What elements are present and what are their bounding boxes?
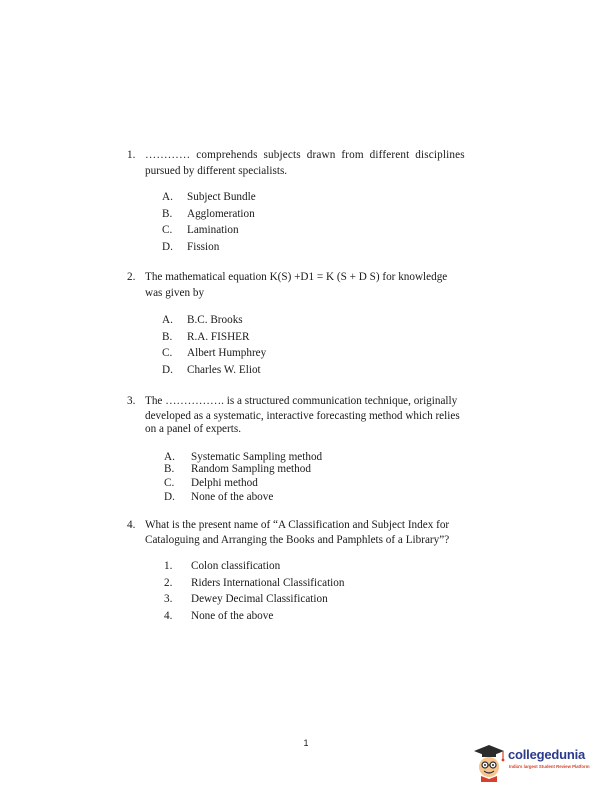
question-text-line: pursued by different specialists. <box>145 165 288 177</box>
option-text: Albert Humphrey <box>187 347 267 359</box>
option-text: Systematic Sampling method <box>191 451 323 463</box>
option-label: B. <box>164 463 175 475</box>
option-label: B. <box>162 208 173 220</box>
question-text-line: was given by <box>145 287 205 299</box>
option-text: Delphi method <box>191 477 258 489</box>
question-text-line: The mathematical equation K(S) +D1 = K (S + D S) for knowledge <box>145 271 448 283</box>
option-label: C. <box>162 224 173 236</box>
option-label: D. <box>162 241 173 253</box>
question-number: 1. <box>127 149 136 161</box>
option-text: None of the above <box>191 491 274 503</box>
question-text-line: on a panel of experts. <box>145 423 241 435</box>
option-label: C. <box>164 477 175 489</box>
option-label: 2. <box>164 577 173 589</box>
question-number: 3. <box>127 395 136 407</box>
question-text-line: developed as a systematic, interactive forecasting method which relies <box>145 410 460 422</box>
question-text-line: What is the present name of “A Classification and Subject Index for <box>145 519 450 531</box>
question-text-line: ………… comprehends subjects drawn from different disciplines <box>145 149 465 161</box>
option-text: Lamination <box>187 224 239 236</box>
question-number: 4. <box>127 519 136 531</box>
collegedunia-brand <box>466 742 606 782</box>
option-text: Dewey Decimal Classification <box>191 593 328 605</box>
option-label: A. <box>162 314 173 326</box>
option-label: D. <box>162 364 173 376</box>
question-text-line: The ……………. is a structured communication technique, originally <box>145 395 458 407</box>
option-text: Charles W. Eliot <box>187 364 261 376</box>
option-label: 4. <box>164 610 173 622</box>
option-label: A. <box>162 191 173 203</box>
question-number: 2. <box>127 271 136 283</box>
page-number: 1 <box>303 738 309 748</box>
option-text: Subject Bundle <box>187 191 256 203</box>
option-text: R.A. FISHER <box>187 331 250 343</box>
option-label: 1. <box>164 560 173 572</box>
option-text: Random Sampling method <box>191 463 311 475</box>
option-text: Riders International Classification <box>191 577 345 589</box>
brand-tagline: India's largest Student Review Platform <box>509 764 590 769</box>
option-label: C. <box>162 347 173 359</box>
option-label: A. <box>164 451 175 463</box>
option-text: Fission <box>187 241 220 253</box>
option-label: 3. <box>164 593 173 605</box>
option-label: B. <box>162 331 173 343</box>
option-label: D. <box>164 491 175 503</box>
brand-name: collegedunia <box>508 747 586 762</box>
option-text: B.C. Brooks <box>187 314 243 326</box>
option-text: Colon classification <box>191 560 281 572</box>
graduate-mascot-icon <box>470 742 508 782</box>
question-text-line: Cataloguing and Arranging the Books and Pamphlets of a Library”? <box>145 534 450 546</box>
option-text: None of the above <box>191 610 274 622</box>
option-text: Agglomeration <box>187 208 255 220</box>
